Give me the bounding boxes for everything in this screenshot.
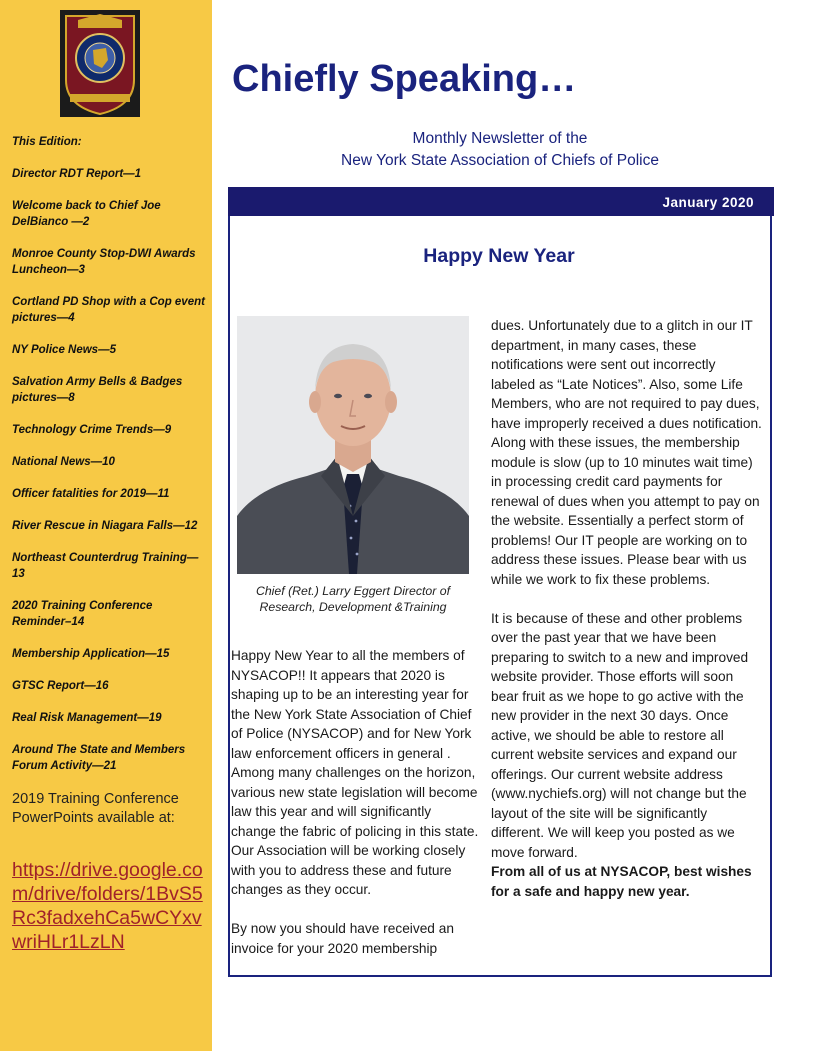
newsletter-title: Chiefly Speaking…: [232, 58, 577, 100]
date-bar-rule: [228, 214, 774, 216]
toc-item: Salvation Army Bells & Badges pictures—8: [12, 376, 183, 404]
toc-item: Around The State and Members Forum Activity—21: [12, 744, 186, 772]
article-column-right: [491, 316, 763, 921]
toc-item: Northeast Counterdrug Training—13: [12, 552, 199, 580]
toc-item: Welcome back to Chief Joe DelBianco —2: [12, 200, 161, 228]
toc-item: Officer fatalities for 2019—11: [12, 488, 170, 500]
subtitle-line-2: New York State Association of Chiefs of Police: [341, 152, 659, 169]
toc-item: GTSC Report—16: [12, 680, 109, 692]
toc-item: Monroe County Stop-DWI Awards Luncheon—3: [12, 248, 196, 276]
sidebar: [0, 0, 212, 1051]
article-paragraph: dues. Unfortunately due to a glitch in our IT department, in many cases, these notifications were sent out incorrectly labeled as “Late Notices”. Also, some Life Members, who are not required to pay dues, have improperly received a dues notification. Along with these issues, the membership module is slow (up to 10 minutes wait time) in processing credit card payments for renewal of dues when you attempt to pay on the website. Essentially a perfect storm of problems! Our IT people are working on to address these issues. Please bear with us while we work to fix these problems.: [491, 318, 762, 587]
table-of-contents: [12, 134, 208, 954]
issue-date-bar: January 2020: [228, 187, 774, 214]
toc-item: 2020 Training Conference Reminder–14: [12, 600, 153, 628]
toc-item: Membership Application—15: [12, 648, 170, 660]
newsletter-subtitle: [230, 128, 770, 172]
toc-item: Director RDT Report—1: [12, 168, 142, 180]
toc-item: NY Police News—5: [12, 344, 116, 356]
photo-caption: Chief (Ret.) Larry Eggert Director of Research, Development &Training: [255, 584, 451, 614]
article-column-left: [231, 646, 479, 978]
article-paragraph: By now you should have received an invoice for your 2020 membership: [231, 921, 454, 956]
subtitle-line-1: Monthly Newsletter of the: [412, 130, 588, 147]
toc-heading: This Edition:: [12, 136, 82, 148]
powerpoints-link[interactable]: https://drive.google.com/drive/folders/1BvS5Rc3fadxehCa5wCYxvwriHLr1LzLN: [12, 859, 203, 953]
toc-item: National News—10: [12, 456, 115, 468]
article-paragraph: Happy New Year to all the members of NYSACOP!! It appears that 2020 is shaping up to be an interesting year for the New York State Association of Chief of Police (NYSACOP) and for New York law enforcement officers in general . Among many challenges on the horizon, various new state legislation will become law this year and will significantly change the fabric of policing in this state. Our Association will be working closely with you to address these and future changes as they occur.: [231, 648, 479, 897]
article-headline: Happy New Year: [423, 245, 575, 267]
closing-message: From all of us at NYSACOP, best wishes for a safe and happy new year.: [491, 864, 752, 899]
article-paragraph: It is because of these and other problems over the past year that we have been preparing to switch to a new and improved website provider. Those efforts will soon bear fruit as we hope to go active with the new provider in the next 30 days. Once active, we should be able to restore all current website services and expand our offerings. Our current website address (www.nychiefs.org) will not change but the layout of the site will be significantly different. We will keep you posted as we move forward.: [491, 610, 749, 860]
toc-item: Cortland PD Shop with a Cop event pictures—4: [12, 296, 205, 324]
toc-item: Technology Crime Trends—9: [12, 424, 172, 436]
portrait-illustration: [237, 316, 469, 574]
toc-item: Real Risk Management—19: [12, 712, 162, 724]
powerpoints-note: 2019 Training Conference PowerPoints available at:: [12, 791, 179, 826]
toc-item: River Rescue in Niagara Falls—12: [12, 520, 198, 532]
association-seal-logo: [60, 10, 140, 117]
director-photo: [237, 316, 469, 574]
